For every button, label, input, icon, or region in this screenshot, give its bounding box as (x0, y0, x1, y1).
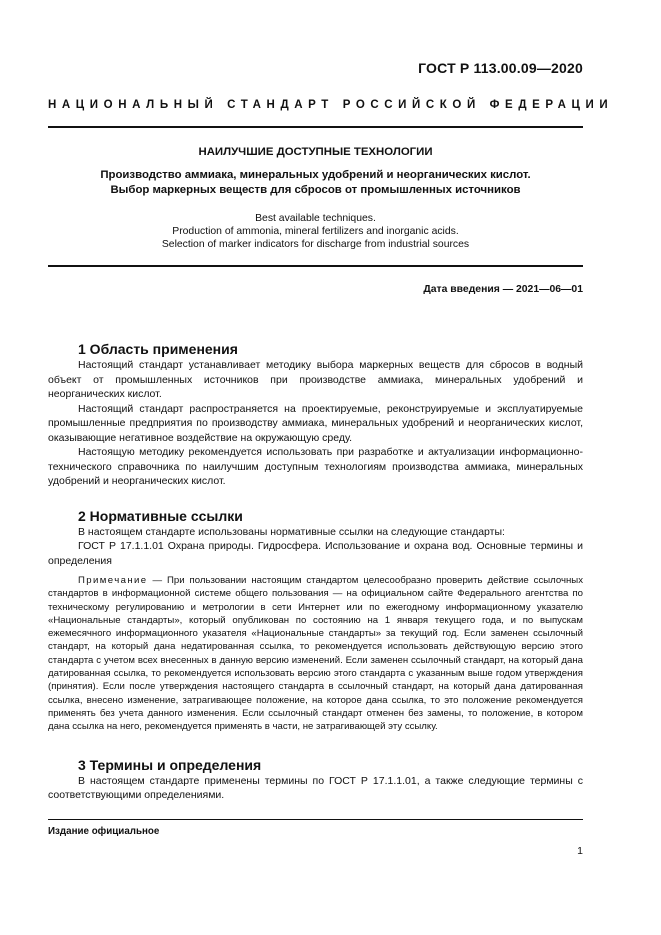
official-edition-label: Издание официальное (48, 826, 160, 837)
document-body (48, 340, 583, 803)
section-heading: 2 Нормативные ссылки (78, 507, 243, 524)
paragraph: Настоящую методику рекомендуется использовать при разработке и актуализации информационно-технического справочника по наилучшим доступным технологиям производства аммиака, минеральных удобрений и неорганических кислот. (48, 446, 583, 487)
top-divider (48, 126, 583, 128)
document-title: НАИЛУЧШИЕ ДОСТУПНЫЕ ТЕХНОЛОГИИ (198, 146, 433, 158)
page-number: 1 (577, 845, 583, 857)
paragraph: В настоящем стандарте применены термины по ГОСТ Р 17.1.1.01, а также следующие термины с соответствующими определениями. (48, 774, 583, 802)
gost-code: ГОСТ Р 113.00.09—2020 (418, 60, 583, 76)
reference-item: ГОСТ Р 17.1.1.01 Охрана природы. Гидросфера. Использование и охрана вод. Основные термины и определения (48, 540, 583, 567)
note-label: Примечание (78, 575, 148, 586)
section-heading: 1 Область применения (78, 341, 238, 357)
russian-subtitle (48, 168, 583, 198)
national-standard-heading: НАЦИОНАЛЬНЫЙ СТАНДАРТ РОССИЙСКОЙ ФЕДЕРАЦИИ (48, 99, 614, 111)
english-subtitle (48, 212, 583, 251)
section-normative-references (48, 507, 583, 734)
paragraph: В настоящем стандарте использованы нормативные ссылки на следующие стандарты: (78, 525, 505, 538)
english-subtitle-line-3: Selection of marker indicators for discharge from industrial sources (161, 239, 470, 250)
english-subtitle-line-1: Best available techniques. (255, 213, 376, 224)
title-block (48, 146, 583, 251)
english-subtitle-line-2: Production of ammonia, mineral fertilizers and inorganic acids. (172, 226, 459, 237)
footer-divider (48, 819, 583, 820)
section-scope (48, 340, 583, 489)
introduction-date: Дата введения — 2021—06—01 (423, 284, 583, 295)
title-divider (48, 265, 583, 267)
russian-subtitle-line-2: Выбор маркерных веществ для сбросов от промышленных источников (110, 184, 521, 196)
paragraph: Настоящий стандарт распространяется на проектируемые, реконструируемые и эксплуатируемые промышленные предприятия по производству аммиака, минеральных удобрений и неорганических кислот, оказывающие негативное воздействие на окружающую среду. (48, 402, 583, 444)
section-terms (48, 756, 583, 803)
note (48, 574, 583, 734)
paragraph: Настоящий стандарт устанавливает методику выбора маркерных веществ для сбросов в водный объект от промышленных источников при производстве аммиака, минеральных удобрений и неорганических кислот. (48, 359, 583, 400)
russian-subtitle-line-1: Производство аммиака, минеральных удобрений и неорганических кислот. (100, 169, 531, 181)
section-heading: 3 Термины и определения (78, 756, 262, 773)
note-text: — При пользовании настоящим стандартом целесообразно проверить действие ссылочных стандартов в информационной системе общего пользования — на официальном сайте Федерального агентства по техническому регулированию и метрологии в сети Интернет или по ежегодному информационному указателю «Национальные стандарты», который опубликован по состоянию на 1 января текущего года, и по выпускам ежемесячного информационного указателя «Национальные стандарты» за текущий год. Если заменен ссылочный стандарт, на который дана недатированная ссылка, то рекомендуется использовать действующую версию этого стандарта с учетом всех внесенных в данную версию изменений. Если заменен ссылочный стандарт, на который дана датированная ссылка, то рекомендуется использовать версию этого стандарта с указанным выше годом утверждения (принятия). Если после утверждения настоящего стандарта в ссылочный стандарт, на который дана датированная ссылка, внесено изменение, затрагивающее положение, на которое дана ссылка, то это положение рекомендуется применять без учета данного изменения. Если ссылочный стандарт отменен без замены, то положение, в котором дана ссылка на него, рекомендуется применять в части, не затрагивающей эту ссылку. (48, 575, 583, 733)
